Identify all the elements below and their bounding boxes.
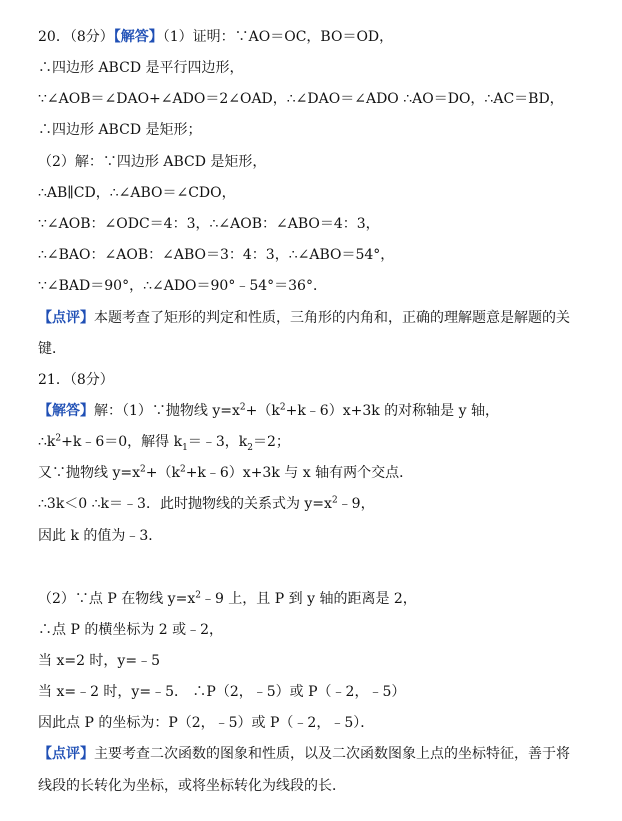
q20-line-3: ∵∠AOB＝∠DAO+∠ADO＝2∠OAD，∴∠DAO＝∠ADO ∴AO＝DO，∴AC＝BD， [38, 91, 564, 107]
q20-line-5: （2）解：∵四边形 ABCD 是矩形， [38, 154, 267, 170]
exponent: 2 [331, 495, 338, 506]
q21-text: ﹣9， [337, 496, 375, 512]
q20-line-2: ∴四边形 ABCD 是平行四边形， [38, 60, 244, 76]
q21-line-3 [38, 464, 413, 482]
q20-comment-text: 本题考查了矩形的判定和性质，三角形的内角和，正确的理解题意是解题的关 [94, 310, 570, 326]
q21-comment-text: 主要考查二次函数的图象和性质，以及二次函数图象上点的坐标特征，善于将 [94, 746, 570, 762]
q21-line-header: 21．（8分） [38, 372, 114, 388]
q21-line-7: ∴点 P 的横坐标为 2 或﹣2， [38, 622, 224, 638]
q21-text: 解：（1）∵抛物线 y=x [94, 403, 240, 419]
q21-text: ∴k [38, 434, 56, 450]
q21-text: +k﹣6）x+3k 的对称轴是 y 轴， [285, 403, 499, 419]
q21-line-8: 当 x=2 时，y=﹣5 [38, 653, 160, 669]
q21-line-2 [38, 433, 290, 451]
q21-text: ＝﹣3，k [187, 434, 248, 450]
q21-answer-tag: 【解答】 [38, 403, 94, 419]
subscript: 1 [182, 442, 188, 453]
exponent: 2 [239, 402, 246, 413]
exponent: 2 [195, 590, 201, 601]
q20-line-7: ∵∠AOB：∠ODC＝4：3，∴∠AOB：∠ABO＝4：3， [38, 216, 380, 232]
exponent: 2 [55, 433, 62, 444]
q20-line-6: ∴AB∥CD，∴∠ABO＝∠CDO， [38, 185, 236, 201]
exponent: 2 [140, 464, 146, 475]
q20-answer-tag: 【解答】 [113, 29, 163, 45]
q21-text: +（k [145, 465, 180, 481]
q20-comment-tag: 【点评】 [38, 310, 94, 326]
q20-line-9: ∵∠BAD＝90°，∴∠ADO＝90°﹣54°＝36°． [38, 278, 327, 294]
q20-text: （1）证明：∵AO＝OC，BO＝OD， [162, 29, 394, 45]
q21-comment-line-2: 线段的长转化为坐标，或将坐标转化为线段的长． [38, 778, 346, 794]
q21-comment-tag: 【点评】 [38, 746, 94, 762]
exponent: 2 [279, 402, 286, 413]
q21-line-9: 当 x=﹣2 时，y=﹣5． ∴P（2，﹣5）或 P（﹣2，﹣5） [38, 684, 406, 700]
q21-text: +k﹣6）x+3k 与 x 轴有两个交点． [185, 465, 414, 481]
exponent: 2 [179, 464, 186, 475]
q21-line-6 [38, 590, 417, 608]
q20-line-header [38, 28, 393, 46]
subscript: 2 [247, 442, 253, 453]
q21-text: +（k [245, 403, 280, 419]
q21-text: ∴3k＜0 ∴k＝﹣3．此时抛物线的关系式为 y=x [38, 496, 332, 512]
q21-line-1 [38, 402, 499, 420]
q21-text: +k﹣6＝0，解得 k [61, 434, 183, 450]
q21-text: ﹣9 上，且 P 到 y 轴的距离是 2， [200, 591, 417, 607]
q21-text: ＝2； [252, 434, 290, 450]
q20-comment [38, 309, 570, 327]
q20-line-8: ∴∠BAO：∠AOB：∠ABO＝3：4：3，∴∠ABO＝54°， [38, 247, 395, 263]
q21-line-5: 因此 k 的值为﹣3． [38, 528, 163, 544]
q20-number: 20．（8分） [38, 29, 114, 45]
q21-line-4 [38, 495, 375, 513]
q21-comment [38, 745, 570, 763]
q21-line-10: 因此点 P 的坐标为：P（2，﹣5）或 P（﹣2，﹣5）． [38, 715, 375, 731]
q21-text: （2）∵点 P 在物线 y=x [38, 591, 196, 607]
q20-comment-line-2: 键． [38, 341, 66, 357]
q20-line-4: ∴四边形 ABCD 是矩形； [38, 122, 202, 138]
q21-text: 又∵抛物线 y=x [38, 465, 140, 481]
